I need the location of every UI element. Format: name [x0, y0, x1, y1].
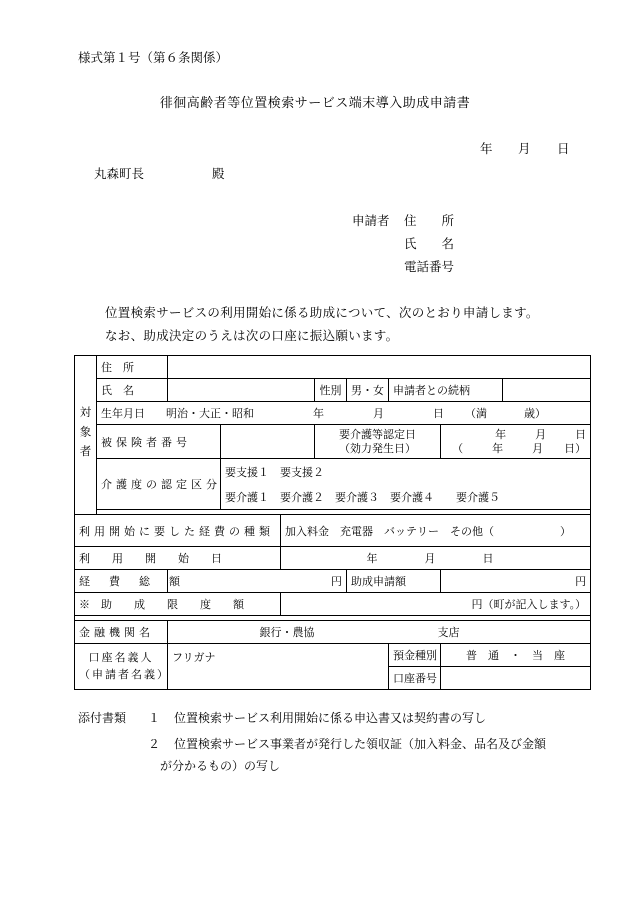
furigana-label: フリガナ: [172, 651, 216, 664]
age-open: （満: [465, 407, 487, 420]
care-level-options[interactable]: 要介護１ 要介護２ 要介護３ 要介護４ 要介護５: [221, 484, 591, 510]
birth-year-label: 年: [313, 407, 324, 420]
applicant-phone-label: 電話番号: [404, 259, 455, 274]
cert-day-label: 日: [575, 427, 587, 441]
attachment-1-number: １: [148, 711, 161, 725]
applicant-label: 申請者: [352, 213, 390, 228]
grant-limit-field: 円（町が記入します。）: [281, 593, 591, 616]
page-title: 徘徊高齢者等位置検索サービス端末導入助成申請書: [159, 96, 471, 111]
care-level-label: 介護度の認定区分: [97, 459, 221, 510]
bank-type-label: 銀行・農協: [259, 626, 315, 639]
start-year-label: 年: [366, 552, 378, 565]
grant-request-label: 助成申請額: [347, 570, 441, 593]
start-date-label: 利 用 開 始 日: [75, 547, 281, 570]
account-holder-label: 口座名義人 （申請者名義）: [75, 644, 168, 690]
gender-label: 性別: [315, 379, 347, 402]
insured-number-label: 被保険者番号: [97, 425, 221, 459]
form-number: 様式第１号（第６条関係）: [78, 50, 229, 65]
relationship-label: 申請者との続柄: [389, 379, 503, 402]
cert-paren-open: （: [452, 441, 464, 455]
date-day-label: 日: [557, 141, 570, 156]
grant-limit-label: ※ 助 成 限 度 額: [75, 593, 281, 616]
addressee: 丸森町長: [94, 166, 145, 181]
intro-line-1: 位置検索サービスの利用開始に係る助成について、次のとおり申請します。: [105, 305, 539, 320]
address-label: 住 所: [97, 356, 168, 379]
grant-request-field[interactable]: 円: [441, 570, 591, 593]
attachment-2-text-line-2: が分かるもの）の写し: [160, 759, 281, 773]
gender-options[interactable]: 男・女: [347, 379, 389, 402]
certification-date-label: 要介護等認定日 （効力発生日）: [315, 425, 441, 459]
cert-paren-close: 日）: [564, 441, 587, 455]
expense-type-label: 利用開始に要した経費の種類: [75, 515, 281, 547]
start-month-label: 月: [424, 552, 436, 565]
birthdate-label: 生年月日: [101, 407, 145, 420]
insured-number-field[interactable]: [221, 425, 315, 459]
cert-month-label: 月: [535, 427, 547, 441]
date-month-label: 月: [518, 141, 531, 156]
total-expense-field[interactable]: 円: [168, 570, 347, 593]
support-level-options[interactable]: 要支援１ 要支援２: [221, 459, 591, 485]
subject-label: 対象者: [75, 356, 97, 515]
start-date-field[interactable]: [281, 547, 591, 570]
branch-label: 支店: [437, 626, 460, 639]
intro-line-2: なお、助成決定のうえは次の口座に振込願います。: [105, 328, 399, 343]
application-form-table: [74, 355, 591, 690]
honorific: 殿: [212, 166, 225, 181]
attachment-1-text: 位置検索サービス利用開始に係る申込書又は契約書の写し: [174, 711, 487, 725]
account-number-field[interactable]: [441, 667, 591, 690]
age-close: 歳）: [524, 407, 546, 420]
applicant-address-label: 住 所: [404, 213, 455, 228]
account-number-label: 口座番号: [389, 667, 441, 690]
cert-effective-month-label: 月: [532, 441, 544, 455]
expense-type-options[interactable]: 加入料金 充電器 バッテリー その他（ ）: [281, 515, 591, 547]
attachment-2-text-line-1: 位置検索サービス事業者が発行した領収証（加入料金、品名及び金額: [174, 737, 547, 751]
birthdate-row[interactable]: [97, 402, 591, 425]
date-year-label: 年: [480, 141, 493, 156]
certification-date-field[interactable]: [441, 425, 591, 459]
address-field[interactable]: [168, 356, 591, 379]
cert-year-label: 年: [495, 427, 507, 441]
cert-effective-year-label: 年: [492, 441, 504, 455]
total-expense-label: 経 費 総 額: [75, 570, 168, 593]
applicant-name-label: 氏 名: [404, 236, 455, 251]
start-day-label: 日: [482, 552, 494, 565]
bank-name-label: 金融機関名: [75, 621, 168, 644]
era-options: 明治・大正・昭和: [166, 407, 254, 420]
attachment-2-number: ２: [148, 737, 161, 751]
bank-name-field[interactable]: [168, 621, 591, 644]
deposit-type-label: 預金種別: [389, 644, 441, 667]
attachments-label: 添付書類: [78, 711, 127, 725]
name-field[interactable]: [168, 379, 315, 402]
birth-month-label: 月: [373, 407, 384, 420]
account-holder-field[interactable]: [168, 644, 389, 690]
birth-day-label: 日: [433, 407, 444, 420]
relationship-field[interactable]: [503, 379, 591, 402]
deposit-type-options[interactable]: 普 通 ・ 当 座: [441, 644, 591, 667]
name-label: 氏 名: [97, 379, 168, 402]
